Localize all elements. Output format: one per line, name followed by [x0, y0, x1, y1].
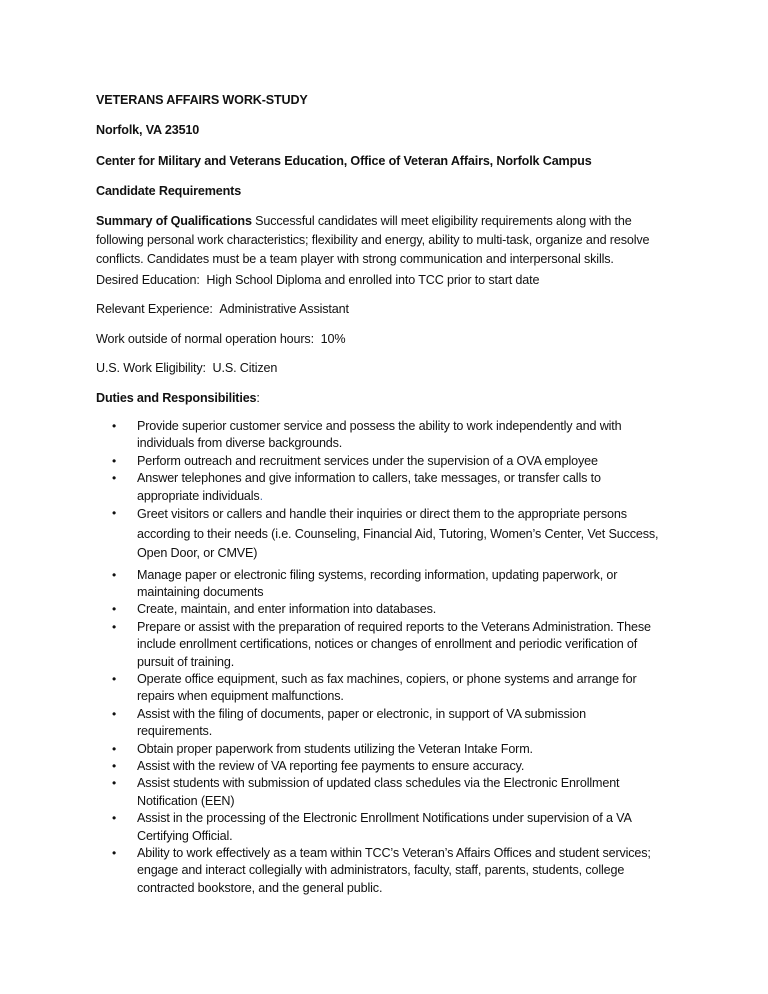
list-item: • Answer telephones and give information to callers, take messages, or transfer calls to appropriate individuals.	[112, 471, 601, 503]
summary-line-2: following personal work characteristics; flexibility and energy, ability to multi-task, organize and resolve	[96, 233, 650, 247]
field-desired-education: Desired Education: High School Diploma and enrolled into TCC prior to start date	[96, 273, 540, 287]
bullet-icon: •	[112, 776, 117, 791]
bullet-icon: •	[112, 741, 117, 756]
bullet-icon: •	[112, 471, 117, 486]
summary-paragraph	[96, 212, 696, 269]
list-item: • Prepare or assist with the preparation of required reports to the Veterans Administration. These include enrollment certifications, notices or changes of enrollment and periodic verification of pursuit of training.	[112, 619, 651, 669]
bullet-icon: •	[112, 619, 117, 634]
department: Center for Military and Veterans Education, Office of Veteran Affairs, Norfolk Campus	[96, 154, 592, 168]
bullet-icon: •	[112, 846, 117, 861]
list-item: • Manage paper or electronic filing systems, recording information, updating paperwork, or maintaining documents	[112, 567, 618, 599]
bullet-icon: •	[112, 671, 117, 686]
list-item: • Assist with the filing of documents, paper or electronic, in support of VA submission requirements.	[112, 706, 587, 739]
field-work-outside-hours: Work outside of normal operation hours: 10%	[96, 332, 346, 346]
bullet-icon: •	[112, 567, 117, 582]
bullet-icon: •	[112, 706, 117, 721]
list-item: • Obtain proper paperwork from students utilizing the Veteran Intake Form.	[96, 741, 716, 758]
section-heading-candidate-requirements: Candidate Requirements	[96, 184, 242, 198]
duties-list	[96, 418, 716, 897]
bullet-icon: •	[112, 419, 117, 433]
bullet-icon: •	[112, 811, 117, 826]
list-item: • Perform outreach and recruitment services under the supervision of a OVA employee	[96, 453, 716, 470]
list-item: • Create, maintain, and enter information into databases.	[96, 601, 716, 618]
field-work-eligibility: U.S. Work Eligibility: U.S. Citizen	[96, 361, 278, 375]
document-title: VETERANS AFFAIRS WORK-STUDY	[96, 93, 308, 107]
list-item: • Greet visitors or callers and handle their inquiries or direct them to the appropriate persons according to their needs (i.e. Counseling, Financial Aid, Tutoring, Women’s Center, Vet Success, Open Door, or CMVE)	[112, 506, 659, 561]
bullet-icon: •	[112, 759, 117, 773]
list-item: • Assist in the processing of the Electronic Enrollment Notifications under supervision of a VA Certifying Official.	[112, 811, 632, 843]
list-item: • Provide superior customer service and possess the ability to work independently and with individuals from diverse backgrounds.	[112, 419, 622, 451]
summary-line-3: conflicts. Candidates must be a team player with strong communication and interpersonal skills.	[96, 252, 614, 266]
summary-line-1: Summary of Qualifications Successful candidates will meet eligibility requirements along with the	[96, 214, 632, 228]
list-item: • Assist students with submission of updated class schedules via the Electronic Enrollment Notification (EEN)	[112, 776, 620, 808]
location: Norfolk, VA 23510	[96, 123, 200, 137]
bullet-icon: •	[112, 453, 117, 468]
list-item: • Assist with the review of VA reporting fee payments to ensure accuracy.	[96, 758, 716, 775]
summary-label: Summary of Qualifications	[96, 214, 252, 228]
duties-heading: Duties and Responsibilities:	[96, 391, 260, 405]
bullet-icon: •	[112, 602, 117, 617]
list-item: • Ability to work effectively as a team within TCC’s Veteran’s Affairs Offices and student services; engage and interact collegially with administrators, faculty, staff, parents, students, college contracted bookstore, and the general public.	[112, 846, 651, 895]
list-item: • Operate office equipment, such as fax machines, copiers, or phone systems and arrange for repairs when equipment malfunctions.	[112, 671, 637, 704]
bullet-icon: •	[112, 506, 117, 521]
field-relevant-experience: Relevant Experience: Administrative Assistant	[96, 302, 349, 316]
